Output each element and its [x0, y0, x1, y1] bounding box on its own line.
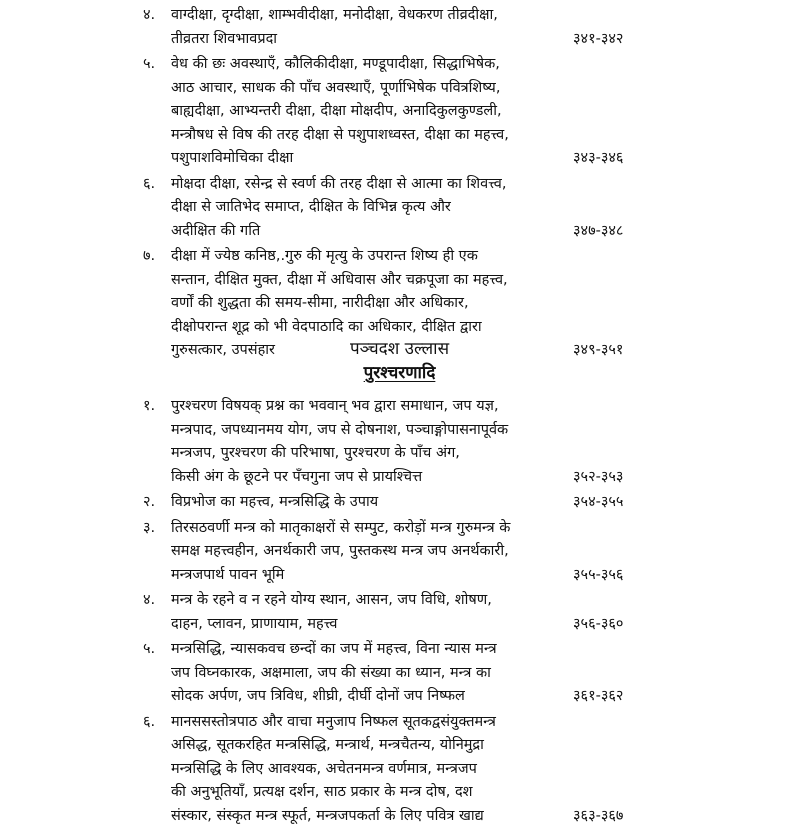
entry-text-line: सोदक अर्पण, जप त्रिविध, शीघ्री, दीर्घी दोनों जप निष्फल	[171, 688, 465, 704]
entry-text-line: की अनुभूतियाँ, प्रत्यक्ष दर्शन, साठ प्रकार के मन्त्र दोष, दश	[171, 784, 473, 800]
entry-text-line: मोक्षदा दीक्षा, रसेन्द्र से स्वर्ण की तरह दीक्षा से आत्मा का शिवत्त्व,	[171, 175, 507, 192]
entry-text-line: असिद्ध, सूतकरहित मन्त्रसिद्धि, मन्त्रार्थ, मन्त्रचैतन्य, योनिमुद्रा	[171, 737, 484, 753]
entry-number: ७.	[143, 248, 156, 264]
entry-text-line: वेध की छः अवस्थाएँ, कौलिकीदीक्षा, मण्डूपादीक्षा, सिद्धाभिषेक,	[171, 56, 500, 72]
entry-text-line: मन्त्र के रहने व न रहने योग्य स्थान, आसन, जप विधि, शोषण,	[171, 592, 492, 608]
entry-text-line: वर्णों की शुद्धता की समय-सीमा, नारीदीक्षा और अधिकार,	[171, 295, 469, 311]
entry-text-line: मन्त्रसिद्धि, न्यासकवच छन्दों का जप में महत्त्व, विना न्यास मन्त्र	[171, 641, 497, 657]
entry-text-line: किसी अंग के छूटने पर पँचगुना जप से प्रायश्चित्त	[171, 468, 423, 485]
page-range: ३५४-३५५	[573, 494, 624, 510]
entry-text-line: संस्कार, संस्कृत मन्त्र स्फूर्त, मन्त्रजपकर्ता के लिए पवित्र खाद्य	[171, 807, 484, 824]
page-range: ३४३-३४६	[573, 150, 624, 166]
entry-text-line: दीक्षोपरान्त शूद्र को भी वेदपाठादि का अधिकार, दीक्षित द्वारा	[171, 318, 482, 335]
entry-text-line: आठ आचार, साधक की पाँच अवस्थाएँ, पूर्णाभिषेक पवित्रशिष्य,	[171, 79, 501, 96]
entry-text-line: जप विघ्नकारक, अक्षमाला, जप की संख्या का ध्यान, मन्त्र का	[171, 664, 491, 681]
page-range: ३४९-३५१	[573, 342, 624, 358]
entry-text-line: मानससस्तोत्रपाठ और वाचा मनुजाप निष्फल सूतकद्वसंयुक्तमन्त्र	[171, 713, 496, 730]
entry-text-line: अदीक्षित की गति	[171, 222, 261, 239]
entry-text-line: पशुपाशविमोचिका दीक्षा	[171, 150, 294, 166]
entry-number: ४.	[143, 7, 156, 23]
entry-number: ६.	[143, 713, 156, 730]
entry-text-line: विप्रभोज का महत्त्व, मन्त्रसिद्धि के उपाय	[171, 494, 379, 510]
entry-text-line: दाहन, प्लावन, प्राणायाम, महत्त्व	[171, 615, 338, 632]
entry-text-line: मन्त्रसिद्धि के लिए आवश्यक, अचेतनमन्त्र वर्णमात्र, मन्त्रजप	[171, 760, 477, 777]
page-range: ३५२-३५३	[573, 468, 624, 485]
page-range: ३५५-३५६	[573, 566, 624, 583]
page-range: ३६३-३६७	[573, 807, 624, 824]
entry-number: ६.	[143, 175, 156, 192]
entry-number: ५.	[143, 641, 156, 657]
entry-text-line: मन्त्रजप, पुरश्चरण की परिभाषा, पुरश्चरण के पाँच अंग,	[171, 445, 460, 461]
entry-text-line: तिरसठवर्णी मन्त्र को मातृकाक्षरों से सम्पुट, करोड़ों मन्त्र गुरुमन्त्र के	[171, 519, 511, 536]
entry-number: २.	[143, 494, 156, 510]
entry-number: १.	[143, 398, 156, 414]
entry-text-line: वाग्दीक्षा, दृग्दीक्षा, शाम्भवीदीक्षा, मनोदीक्षा, वेधकरण तीव्रदीक्षा,	[171, 7, 498, 23]
page-range: ३४१-३४२	[573, 30, 624, 47]
entry-text-line: दीक्षा में ज्येष्ठ कनिष्ठ,.गुरु की मृत्यु के उपरान्त शिष्य ही एक	[171, 248, 478, 264]
entry-number: ४.	[143, 592, 156, 608]
entry-text-line: बाह्यदीक्षा, आभ्यन्तरी दीक्षा, दीक्षा मोक्षदीप, अनादिकुलकुण्डली,	[171, 103, 502, 119]
entry-text-line: तीव्रतरा शिवभावप्रदा	[171, 30, 278, 47]
entry-number: ३.	[143, 519, 156, 536]
entry-text-line: मन्त्रजपार्थ पावन भूमि	[171, 566, 285, 583]
page-range: ३४७-३४८	[573, 222, 624, 239]
entry-text-line: मन्त्रौषध से विष की तरह दीक्षा से पशुपाशध्वस्त, दीक्षा का महत्त्व,	[171, 126, 509, 143]
section-subtitle: पुरश्चरणादि	[363, 363, 436, 383]
entry-text-line: सन्तान, दीक्षित मुक्त, दीक्षा में अधिवास और चक्रपूजा का महत्त्व,	[171, 271, 508, 288]
entry-number: ५.	[143, 56, 156, 72]
page-range: ३५६-३६०	[573, 615, 624, 632]
entry-text-line: मन्त्रपाद, जपध्यानमय योग, जप से दोषनाश, पञ्चाङ्गोपासनापूर्वक	[171, 421, 509, 438]
entry-text-line: पुरश्चरण विषयक् प्रश्न का भववान् भव द्वारा समाधान, जप यज्ञ,	[171, 398, 499, 414]
entry-text-line: गुरुसत्कार, उपसंहार	[171, 342, 275, 358]
entry-text-line: दीक्षा से जातिभेद समाप्त, दीक्षित के विभिन्न कृत्य और	[171, 199, 451, 215]
section-title: पञ्चदश उल्लास	[349, 339, 450, 359]
page-range: ३६१-३६२	[573, 688, 624, 704]
entry-text-line: समक्ष महत्त्वहीन, अनर्थकारी जप, पुस्तकस्थ मन्त्र जप अनर्थकारी,	[171, 543, 509, 559]
